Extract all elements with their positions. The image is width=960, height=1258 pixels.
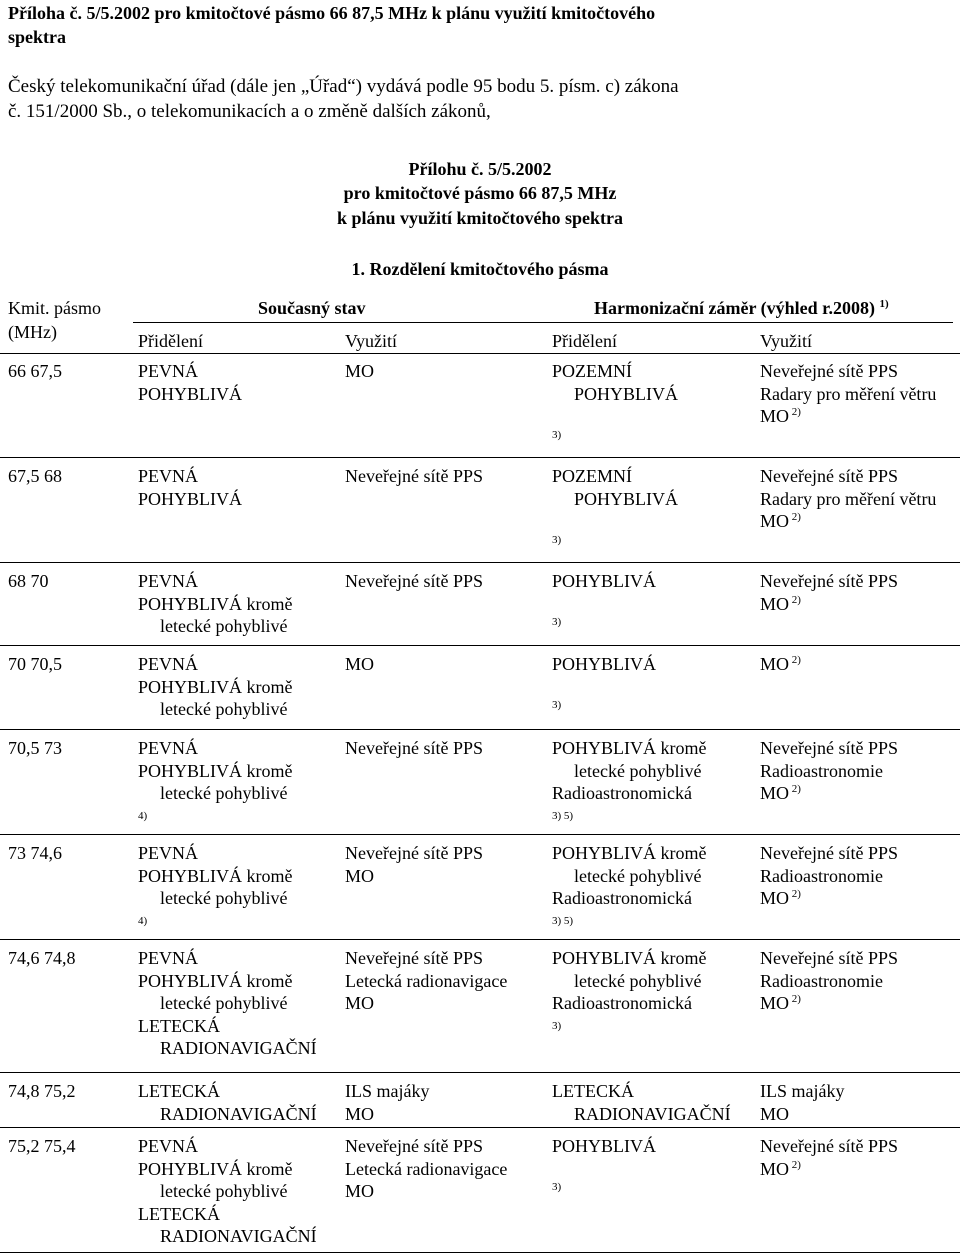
- allocation-target: POHYBLIVÁ kromě: [552, 843, 707, 863]
- allocation-target: Radioastronomická: [552, 993, 692, 1013]
- footnote-ref: 3): [552, 1181, 562, 1193]
- usage-target: Neveřejné sítě PPS: [760, 948, 898, 968]
- center-title-1: Přílohu č. 5/5.2002: [408, 159, 552, 179]
- usage-target: MO $^{2)}$: [760, 511, 801, 531]
- allocation-target: letecké pohyblivé: [574, 970, 702, 991]
- allocation-current: POHYBLIVÁ kromě: [138, 676, 293, 697]
- allocation-current: RADIONAVIGAČNÍ: [160, 1103, 317, 1124]
- footnote-ref: 3) 5): [552, 914, 574, 927]
- harmonization-text: Harmonizační záměr (výhled r.2008): [594, 298, 875, 318]
- intro-line-1: Český telekomunikační úřad (dále jen „Úřad“) vydává podle 95 bodu 5. písm. c) zákona: [8, 76, 679, 97]
- section-heading: 1. Rozdělení kmitočtového pásma: [351, 259, 609, 279]
- allocation-current: POHYBLIVÁ kromě: [138, 760, 293, 781]
- usage-current: MO: [345, 654, 375, 674]
- footnote-ref: 3): [552, 1019, 562, 1032]
- allocation-current: PEVNÁ: [138, 738, 199, 758]
- allocation-current: letecké pohyblivé: [160, 1181, 288, 1201]
- allocation-target: RADIONAVIGAČNÍ: [574, 1103, 731, 1124]
- center-title-3: k plánu využití kmitočtového spektra: [336, 208, 624, 228]
- allocation-current: letecké pohyblivé: [160, 783, 288, 803]
- allocation-target: Radioastronomická: [552, 888, 692, 908]
- usage-target: Neveřejné sítě PPS: [760, 738, 898, 758]
- allocation-current: LETECKÁ: [138, 1203, 220, 1224]
- col-band-label: Kmit. pásmo: [8, 298, 101, 318]
- band-range: 74,6 74,8: [8, 948, 76, 968]
- allocation-current: LETECKÁ: [138, 1081, 220, 1101]
- usage-target: Radioastronomie: [760, 760, 883, 781]
- usage-target: MO: [760, 1103, 790, 1124]
- sub-usage-1: Využití: [345, 331, 397, 351]
- usage-target: MO $^{2)}$: [760, 993, 801, 1013]
- allocation-target: POHYBLIVÁ: [552, 654, 657, 674]
- usage-current: Neveřejné sítě PPS: [345, 571, 483, 591]
- usage-target: MO $^{2)}$: [760, 783, 801, 803]
- harmonization-header: [594, 297, 889, 319]
- allocation-current: POHYBLIVÁ: [138, 383, 243, 404]
- row-rule: [0, 1072, 960, 1073]
- allocation-target: letecké pohyblivé: [574, 865, 702, 886]
- allocation-current: PEVNÁ: [138, 948, 199, 968]
- band-range: 70 70,5: [8, 654, 62, 674]
- row-rule: [0, 729, 960, 730]
- usage-target: ILS majáky: [760, 1081, 845, 1101]
- usage-target: Neveřejné sítě PPS: [760, 1136, 898, 1156]
- allocation-target: POHYBLIVÁ kromě: [552, 948, 707, 968]
- footnote-ref: 2): [789, 993, 801, 1005]
- usage-target: Radary pro měření větru: [760, 488, 937, 509]
- allocation-current: PEVNÁ: [138, 571, 199, 591]
- usage-target: Neveřejné sítě PPS: [760, 361, 898, 381]
- row-rule: [0, 1127, 960, 1128]
- allocation-current: PEVNÁ: [138, 361, 199, 381]
- usage-target: Radioastronomie: [760, 865, 883, 886]
- allocation-current: letecké pohyblivé: [160, 993, 288, 1013]
- usage-current: MO: [345, 993, 375, 1013]
- harmonization-note: 1): [879, 298, 889, 310]
- allocation-target: POZEMNÍ: [552, 361, 632, 381]
- allocation-current: PEVNÁ: [138, 466, 199, 486]
- usage-current: Letecká radionavigace: [345, 970, 508, 991]
- allocation-current: POHYBLIVÁ kromě: [138, 865, 293, 886]
- usage-target: MO $^{2)}$: [760, 406, 801, 426]
- footnote-ref: 4): [138, 914, 148, 927]
- band-range: 73 74,6: [8, 843, 62, 863]
- annex-title-line-1: Příloha č. 5/5.2002 pro kmitočtové pásmo 66 87,5 MHz k plánu využití kmitočtového: [8, 3, 656, 23]
- usage-current: ILS majáky: [345, 1081, 430, 1101]
- row-rule: [0, 939, 960, 940]
- allocation-target: letecké pohyblivé: [574, 760, 702, 781]
- allocation-current: RADIONAVIGAČNÍ: [160, 1226, 317, 1246]
- usage-target: Neveřejné sítě PPS: [760, 466, 898, 486]
- allocation-target: POHYBLIVÁ: [552, 571, 657, 591]
- usage-current: Neveřejné sítě PPS: [345, 843, 483, 863]
- usage-current: Letecká radionavigace: [345, 1158, 508, 1179]
- allocation-current: POHYBLIVÁ: [138, 488, 243, 509]
- allocation-target: POHYBLIVÁ: [552, 1136, 657, 1156]
- allocation-current: POHYBLIVÁ kromě: [138, 970, 293, 991]
- allocation-current: LETECKÁ: [138, 1015, 220, 1036]
- footnote-ref: 3): [552, 533, 562, 546]
- usage-target: MO $^{2)}$: [760, 888, 801, 908]
- allocation-current: letecké pohyblivé: [160, 699, 288, 719]
- row-rule: [0, 834, 960, 835]
- footnote-ref: 2): [789, 783, 801, 795]
- usage-target: Radioastronomie: [760, 970, 883, 991]
- intro-line-2: č. 151/2000 Sb., o telekomunikacích a o změně dalších zákonů,: [8, 101, 491, 122]
- usage-current: Neveřejné sítě PPS: [345, 466, 483, 486]
- footnote-ref: 2): [789, 888, 801, 900]
- allocation-current: PEVNÁ: [138, 843, 199, 863]
- row-rule: [0, 457, 960, 458]
- footnote-ref: 2): [789, 511, 801, 523]
- row-rule: [0, 562, 960, 563]
- allocation-target: LETECKÁ: [552, 1081, 634, 1101]
- footnote-ref: 2): [789, 1158, 801, 1171]
- annex-title-line-2: spektra: [8, 27, 66, 47]
- header-rule: [133, 322, 953, 323]
- usage-current: Neveřejné sítě PPS: [345, 1136, 483, 1156]
- allocation-current: RADIONAVIGAČNÍ: [160, 1038, 317, 1058]
- sub-usage-2: Využití: [760, 331, 812, 351]
- footnote-ref: 3): [552, 616, 562, 628]
- usage-target: MO $^{2)}$: [760, 593, 801, 614]
- header-bottom-rule: [0, 353, 960, 354]
- usage-current: Neveřejné sítě PPS: [345, 738, 483, 758]
- allocation-current: letecké pohyblivé: [160, 616, 288, 636]
- usage-current: MO: [345, 361, 375, 381]
- band-range: 66 67,5: [8, 361, 62, 381]
- footnote-ref: 3): [552, 428, 562, 441]
- allocation-target: POHYBLIVÁ: [574, 488, 679, 509]
- row-rule: [0, 1252, 960, 1253]
- usage-target: MO $^{2)}$: [760, 654, 801, 674]
- allocation-target: POZEMNÍ: [552, 466, 632, 486]
- allocation-current: PEVNÁ: [138, 654, 199, 674]
- band-range: 68 70: [8, 571, 49, 591]
- allocation-current: PEVNÁ: [138, 1136, 199, 1156]
- usage-current: MO: [345, 865, 375, 886]
- allocation-target: POHYBLIVÁ: [574, 383, 679, 404]
- allocation-target: Radioastronomická: [552, 783, 692, 803]
- band-range: 70,5 73: [8, 738, 62, 758]
- allocation-target: POHYBLIVÁ kromě: [552, 738, 707, 758]
- band-range: 74,8 75,2: [8, 1081, 76, 1101]
- band-range: 75,2 75,4: [8, 1136, 76, 1156]
- center-title-2: pro kmitočtové pásmo 66 87,5 MHz: [343, 183, 617, 203]
- col-band-unit: (MHz): [8, 322, 57, 342]
- sub-allocation-2: Přidělení: [552, 331, 617, 351]
- footnote-ref: 2): [789, 406, 801, 418]
- band-range: 67,5 68: [8, 466, 62, 486]
- allocation-current: POHYBLIVÁ kromě: [138, 593, 293, 614]
- allocation-current: letecké pohyblivé: [160, 888, 288, 908]
- usage-target: Radary pro měření větru: [760, 383, 937, 404]
- footnote-ref: 3) 5): [552, 809, 574, 822]
- allocation-current: POHYBLIVÁ kromě: [138, 1158, 293, 1179]
- current-state-header: Současný stav: [258, 298, 366, 318]
- usage-current: MO: [345, 1181, 375, 1201]
- row-rule: [0, 645, 960, 646]
- usage-current: MO: [345, 1103, 375, 1124]
- usage-target: MO $^{2)}$: [760, 1158, 801, 1179]
- usage-current: Neveřejné sítě PPS: [345, 948, 483, 968]
- footnote-ref: 2): [789, 654, 801, 666]
- usage-target: Neveřejné sítě PPS: [760, 843, 898, 863]
- footnote-ref: 3): [552, 699, 562, 711]
- footnote-ref: 4): [138, 809, 148, 822]
- usage-target: Neveřejné sítě PPS: [760, 571, 898, 591]
- sub-allocation-1: Přidělení: [138, 331, 203, 351]
- footnote-ref: 2): [789, 593, 801, 606]
